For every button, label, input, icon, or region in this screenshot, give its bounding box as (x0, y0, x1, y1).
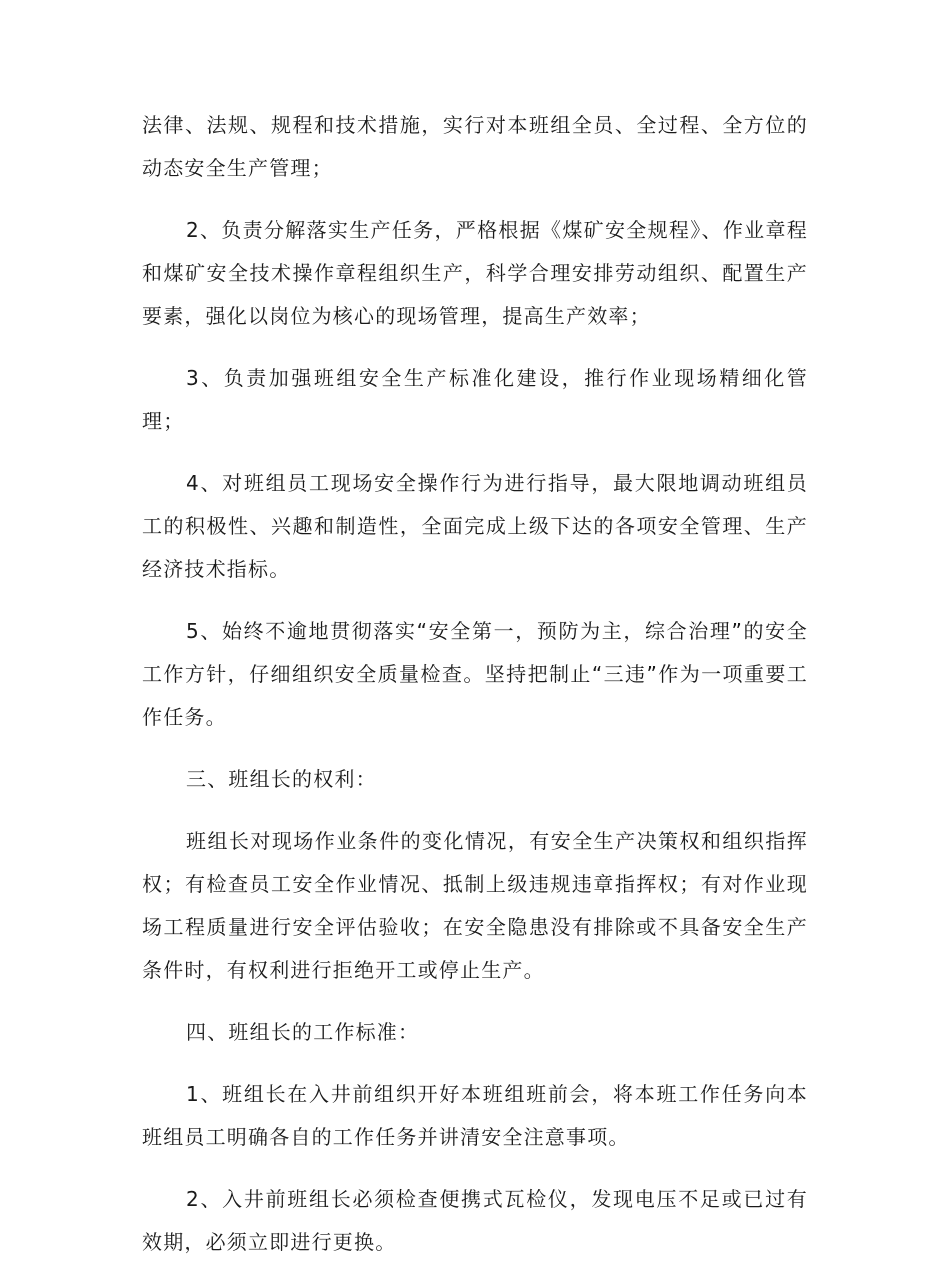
paragraph-3: 3、负责加强班组安全生产标准化建设，推行作业现场精细化管理； (142, 366, 808, 433)
paragraph-2: 2、负责分解落实生产任务，严格根据《煤矿安全规程》、作业章程和煤矿安全技术操作章程组织生产，科学合理安排劳动组织、配置生产要素，强化以岗位为核心的现场管理，提高生产效率； (142, 218, 808, 328)
section-heading-standards: 四、班组长的工作标准： (186, 1020, 420, 1044)
paragraph-5: 5、始终不逾地贯彻落实“安全第一，预防为主，综合治理”的安全工作方针，仔细组织安全质量检查。坚持把制止“三违”作为一项重要工作任务。 (142, 619, 808, 729)
paragraph-standard-1: 1、班组长在入井前组织开好本班组班前会，将本班工作任务向本班组员工明确各自的工作任务并讲清安全注意事项。 (142, 1082, 808, 1149)
document-body (142, 104, 808, 1283)
paragraph-1: 法律、法规、规程和技术措施，实行对本班组全员、全过程、全方位的动态安全生产管理； (142, 113, 808, 180)
paragraph-rights: 班组长对现场作业条件的变化情况，有安全生产决策权和组织指挥权；有检查员工安全作业情况、抵制上级违规违章指挥权；有对作业现场工程质量进行安全评估验收；在安全隐患没有排除或不具备安全生产条件时，有权利进行拒绝开工或停止生产。 (142, 829, 808, 982)
section-heading-rights: 三、班组长的权利： (186, 767, 377, 791)
paragraph-standard-2: 2、入井前班组长必须检查便携式瓦检仪，发现电压不足或已过有效期，必须立即进行更换。 (142, 1187, 808, 1254)
paragraph-4: 4、对班组员工现场安全操作行为进行指导，最大限地调动班组员工的积极性、兴趣和制造性，全面完成上级下达的各项安全管理、生产经济技术指标。 (142, 471, 808, 581)
